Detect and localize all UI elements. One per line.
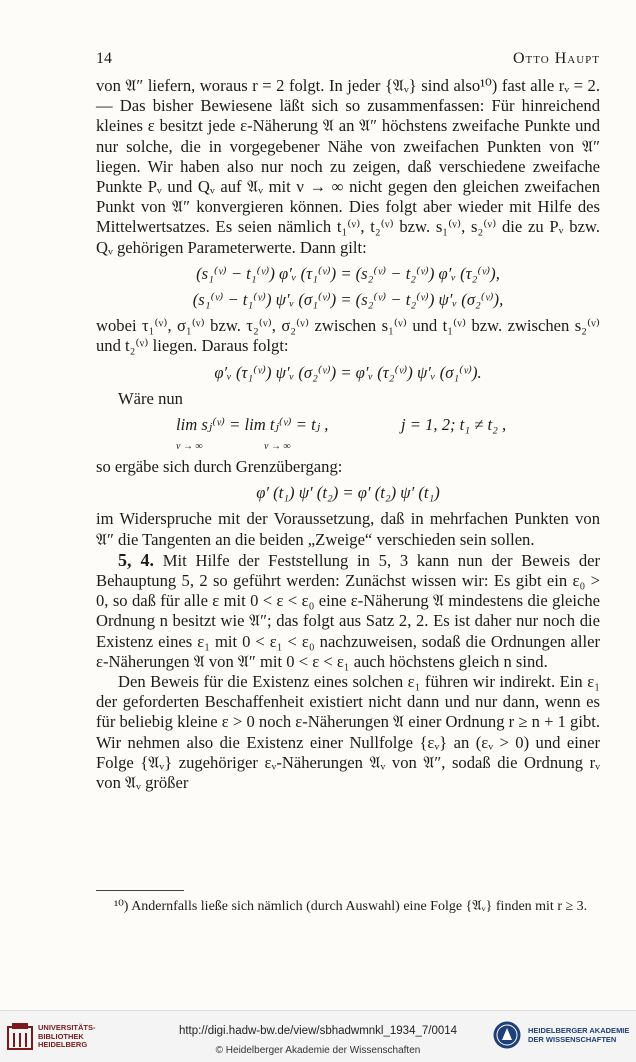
copyright-notice: © Heidelberger Akademie der Wissenschaften bbox=[215, 1045, 421, 1056]
academy-logo-icon bbox=[492, 1020, 522, 1050]
equation: φ′ᵥ (τ₁⁽ᵛ⁾) ψ′ᵥ (σ₂⁽ᵛ⁾) = φ′ᵥ (τ₂⁽ᵛ⁾) ψ′ᵥ (σ₁⁽ᵛ⁾). bbox=[214, 362, 482, 382]
paragraph: so ergäbe sich durch Grenzübergang: bbox=[96, 457, 343, 477]
paragraph: im Widerspruche mit der Voraussetzung, daß in mehrfachen Punkten von 𝔄″ die Tangenten an die beiden „Zweige“ verschieden sein sollen. bbox=[96, 509, 600, 549]
paragraph: von 𝔄″ liefern, woraus r = 2 folgt. In jeder {𝔄ᵥ} sind also¹⁰) fast alle rᵥ = 2. — Das bisher Bewiesene läßt sich so zusammenfassen: Für hinreichend kleines ε besitzt jede ε-Näherung 𝔄 an 𝔄″ höchstens zweifache Punkte und nur solche, die in vorgegebener Nähe von zweifachen Punkten von 𝔄″ liegen. Wir haben also nur noch zu zeigen, daß verschiedene zweifache Punkte Pᵥ und Qᵥ auf 𝔄ᵥ mit ν → ∞ nicht gegen den gleichen zweifachen Punkt von 𝔄″ konvergieren können. Dies folgt aber wieder mit Hilfe des Mittelwertsatzes. Es seien nämlich t₁⁽ᵛ⁾, t₂⁽ᵛ⁾ bzw. s₁⁽ᵛ⁾, s₂⁽ᵛ⁾ die zu Pᵥ bzw. Qᵥ gehörigen Parameterwerte. Dann gilt: bbox=[96, 76, 600, 257]
section-text: Mit Hilfe der Feststellung in 5, 3 kann nun der Beweis der Behauptung 5, 2 so geführt werden: Zunächst wissen wir: Es gibt ein ε₀ > 0, so daß für alle ε mit 0 < ε < ε₀ eine ε-Näherung 𝔄 mindestens die gleiche Ordnung n besitzt wie 𝔄″; das folgt aus Satz 2, 2. Es ist daher nur noch die Existenz eines ε₁ mit 0 < ε₁ < ε₀ nachzuweisen, sodaß die Ordnungen aller ε-Näherungen 𝔄 von 𝔄″ mit 0 < ε < ε₁ auch höchstens gleich n sind. bbox=[96, 550, 601, 671]
running-author: Otto Haupt bbox=[512, 50, 600, 67]
equation: φ′ (t₁) ψ′ (t₂) = φ′ (t₂) ψ′ (t₁) bbox=[256, 483, 440, 503]
page-body bbox=[96, 76, 600, 793]
university-library-name: UNIVERSITÄTS- BIBLIOTHEK HEIDELBERG bbox=[38, 1023, 96, 1049]
footnote-rule bbox=[96, 890, 184, 891]
permalink-url[interactable]: http://digi.hadw-bw.de/view/sbhadwmnkl_1934_7/0014 bbox=[178, 1025, 458, 1037]
equation: (s₁⁽ᵛ⁾ − t₁⁽ᵛ⁾) ψ′ᵥ (σ₁⁽ᵛ⁾) = (s₂⁽ᵛ⁾ − t₂⁽ᵛ⁾) ψ′ᵥ (σ₂⁽ᵛ⁾), bbox=[192, 290, 504, 310]
page-number: 14 bbox=[96, 50, 112, 67]
viewer-footer bbox=[0, 1010, 636, 1062]
paragraph bbox=[96, 550, 600, 672]
equation: (s₁⁽ᵛ⁾ − t₁⁽ᵛ⁾) φ′ᵥ (τ₁⁽ᵛ⁾) = (s₂⁽ᵛ⁾ − t₂⁽ᵛ⁾) φ′ᵥ (τ₂⁽ᵛ⁾), bbox=[196, 263, 500, 283]
limit-expression: lim sⱼ⁽ᵛ⁾ = lim tⱼ⁽ᵛ⁾ = tⱼ , bbox=[176, 415, 329, 435]
limit-subscript: ν → ∞ bbox=[176, 441, 203, 453]
paragraph: Wäre nun bbox=[118, 388, 183, 408]
paragraph: wobei τ₁⁽ᵛ⁾, σ₁⁽ᵛ⁾ bzw. τ₂⁽ᵛ⁾, σ₂⁽ᵛ⁾ zwischen s₁⁽ᵛ⁾ und t₁⁽ᵛ⁾ bzw. zwischen s₂⁽ᵛ⁾ und t₂⁽ᵛ⁾ liegen. Daraus folgt: bbox=[96, 316, 600, 356]
paragraph: Den Beweis für die Existenz eines solchen ε₁ führen wir indirekt. Ein ε₁ der geforderten Beschaffenheit existiert nicht dann und nur dann, wenn es für beliebig kleine ε > 0 noch ε-Näherungen 𝔄 einer Ordnung r ≥ n + 1 gibt. Wir nehmen also die Existenz einer Nullfolge {εᵥ} an (εᵥ > 0) und einer Folge {𝔄ᵥ} zugehöriger εᵥ-Näherungen 𝔄ᵥ von 𝔄″, sodaß die Ordnung rᵥ von 𝔄ᵥ größer bbox=[96, 672, 600, 793]
limit-condition: j = 1, 2; t₁ ≠ t₂ , bbox=[401, 415, 507, 435]
footnote: ¹⁰) Andernfalls ließe sich nämlich (durch Auswahl) eine Folge {𝔄ᵥ} finden mit r ≥ 3. bbox=[114, 899, 588, 914]
limit-subscript: ν → ∞ bbox=[264, 441, 291, 453]
academy-name: HEIDELBERGER AKADEMIE DER WISSENSCHAFTEN bbox=[528, 1026, 630, 1044]
running-header bbox=[96, 50, 600, 72]
section-number: 5, 4. bbox=[118, 549, 155, 570]
limit-equation bbox=[96, 413, 600, 457]
